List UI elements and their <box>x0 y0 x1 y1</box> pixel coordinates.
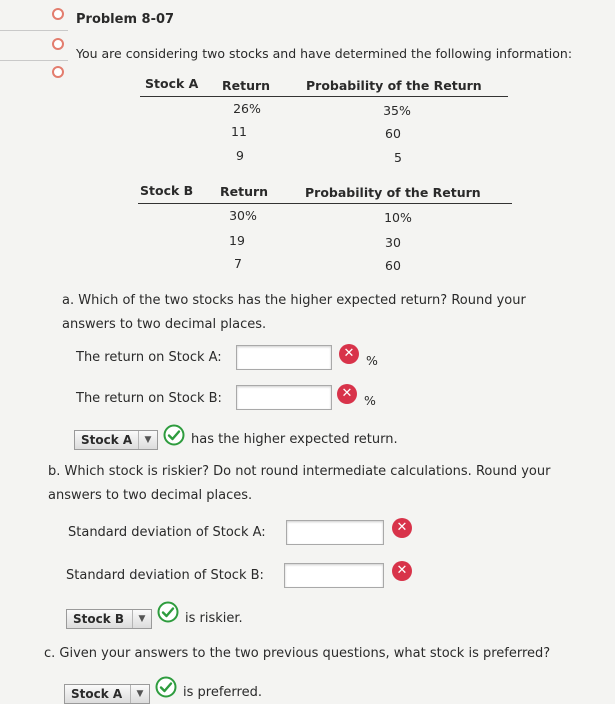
table-header: Return <box>220 184 269 199</box>
table-cell: 5 <box>394 150 402 165</box>
check-circle-icon <box>155 676 177 698</box>
return-b-input[interactable] <box>236 385 332 410</box>
select-value: Stock B <box>73 612 125 626</box>
problem-intro: You are considering two stocks and have determined the following information: <box>76 46 573 61</box>
riskier-select[interactable] <box>66 609 152 629</box>
x-circle-icon: ✕ <box>337 384 357 404</box>
x-circle-icon: ✕ <box>339 344 359 364</box>
table-header: Stock A <box>145 76 199 91</box>
table-cell: 60 <box>385 258 401 273</box>
select-caption: has the higher expected return. <box>191 432 398 447</box>
std-b-input[interactable] <box>284 563 384 588</box>
nav-circle-icon[interactable] <box>52 38 64 50</box>
return-a-input[interactable] <box>236 345 332 370</box>
table-rule <box>140 96 508 97</box>
chevron-down-icon: ▼ <box>138 431 157 449</box>
table-cell: 30% <box>229 208 257 223</box>
table-cell: 7 <box>234 256 242 271</box>
chevron-down-icon: ▼ <box>130 685 149 703</box>
table-cell: 30 <box>385 235 401 250</box>
x-circle-icon: ✕ <box>392 518 412 538</box>
nav-circle-icon[interactable] <box>52 66 64 78</box>
chevron-down-icon: ▼ <box>132 610 151 628</box>
table-cell: 11 <box>231 124 247 139</box>
table-header: Stock B <box>140 183 194 198</box>
std-a-label: Standard deviation of Stock A: <box>68 525 266 540</box>
nav-circle-icon[interactable] <box>52 8 64 20</box>
table-cell: 35% <box>383 103 411 118</box>
preferred-select[interactable] <box>64 684 150 704</box>
table-rule <box>138 203 512 204</box>
percent-unit: % <box>366 353 378 368</box>
select-caption: is riskier. <box>185 611 243 626</box>
select-value: Stock A <box>81 433 133 447</box>
higher-return-select[interactable] <box>74 430 158 450</box>
table-cell: 9 <box>236 148 244 163</box>
return-b-label: The return on Stock B: <box>76 391 222 406</box>
part-b-question: b. Which stock is riskier? Do not round intermediate calculations. Round your answers to two decimal places. <box>48 464 551 503</box>
divider <box>0 30 68 31</box>
table-cell: 60 <box>385 126 401 141</box>
std-b-label: Standard deviation of Stock B: <box>66 568 264 583</box>
x-circle-icon: ✕ <box>392 561 412 581</box>
select-value: Stock A <box>71 687 123 701</box>
question-nav <box>0 0 70 86</box>
table-cell: 10% <box>384 210 412 225</box>
percent-unit: % <box>364 393 376 408</box>
select-caption: is preferred. <box>183 685 262 700</box>
problem-title: Problem 8-07 <box>76 12 175 27</box>
part-c-question: c. Given your answers to the two previous questions, what stock is preferred? <box>44 646 551 661</box>
check-circle-icon <box>157 601 179 623</box>
check-circle-icon <box>163 424 185 446</box>
divider <box>0 60 68 61</box>
table-header: Probability of the Return <box>306 78 482 93</box>
table-cell: 19 <box>229 233 245 248</box>
table-header: Return <box>222 78 271 93</box>
table-header: Probability of the Return <box>305 185 481 200</box>
table-cell: 26% <box>233 101 261 116</box>
part-a-question: a. Which of the two stocks has the higher expected return? Round your answers to two decimal places. <box>62 293 526 332</box>
return-a-label: The return on Stock A: <box>76 350 222 365</box>
std-a-input[interactable] <box>286 520 384 545</box>
